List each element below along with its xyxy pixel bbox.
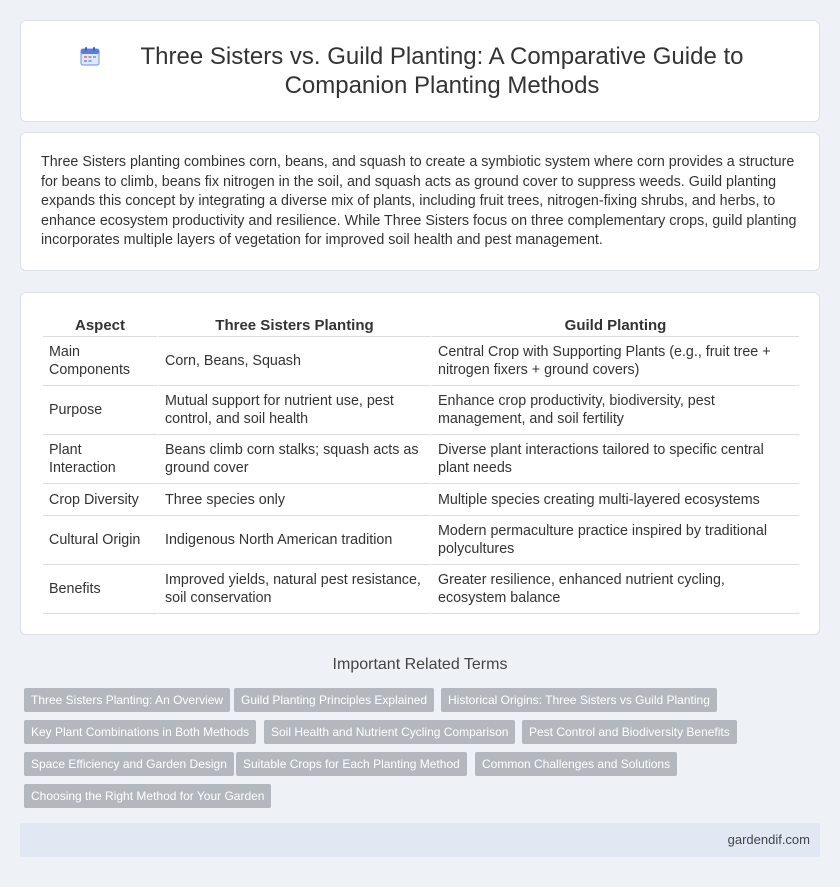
- table-cell: Multiple species creating multi-layered ecosystems: [430, 484, 799, 516]
- related-term-tag[interactable]: Historical Origins: Three Sisters vs Guild Planting: [441, 688, 717, 712]
- related-term-tag[interactable]: Three Sisters Planting: An Overview: [24, 688, 230, 712]
- header-guild: Guild Planting: [430, 313, 799, 337]
- related-term-tag[interactable]: Choosing the Right Method for Your Garden: [24, 784, 271, 808]
- table-cell: Three species only: [157, 484, 430, 516]
- table-cell: Cultural Origin: [43, 516, 157, 565]
- table-cell: Enhance crop productivity, biodiversity, pest management, and soil fertility: [430, 386, 799, 435]
- table-cell: Benefits: [43, 565, 157, 614]
- table-row: [43, 435, 799, 484]
- table-cell: Crop Diversity: [43, 484, 157, 516]
- footer-site-link[interactable]: gardendif.com: [727, 832, 810, 847]
- table-header-row: [43, 313, 799, 337]
- comparison-table: [43, 313, 799, 614]
- table-row: [43, 386, 799, 435]
- table-cell: Purpose: [43, 386, 157, 435]
- table-cell: Modern permaculture practice inspired by traditional polycultures: [430, 516, 799, 565]
- table-row: [43, 337, 799, 386]
- table-cell: Indigenous North American tradition: [157, 516, 430, 565]
- intro-paragraph: Three Sisters planting combines corn, beans, and squash to create a symbiotic system where corn provides a structure for beans to climb, beans fix nitrogen in the soil, and squash acts as ground cover to suppress weeds. Guild planting expands this concept by integrating a diverse mix of plants, including fruit trees, nitrogen-fixing shrubs, and herbs, to enhance ecosystem productivity and resilience. While Three Sisters focus on three complementary crops, guild planting incorporates multiple layers of vegetation for improved soil health and pest management.: [41, 154, 797, 248]
- intro-card: [20, 132, 820, 271]
- header-card: [20, 20, 820, 122]
- related-term-tag[interactable]: Pest Control and Biodiversity Benefits: [522, 720, 737, 744]
- footer: [20, 823, 820, 857]
- comparison-table-card: [20, 292, 820, 635]
- table-row: [43, 484, 799, 516]
- table-cell: Corn, Beans, Squash: [157, 337, 430, 386]
- table-cell: Beans climb corn stalks; squash acts as ground cover: [157, 435, 430, 484]
- related-term-tag[interactable]: Guild Planting Principles Explained: [234, 688, 434, 712]
- header-aspect: Aspect: [43, 313, 157, 337]
- related-term-tag[interactable]: Space Efficiency and Garden Design: [24, 752, 234, 776]
- table-cell: Mutual support for nutrient use, pest control, and soil health: [157, 386, 430, 435]
- table-cell: Main Components: [43, 337, 157, 386]
- related-term-tag[interactable]: Common Challenges and Solutions: [475, 752, 677, 776]
- calendar-icon: [78, 44, 102, 68]
- table-cell: Diverse plant interactions tailored to specific central plant needs: [430, 435, 799, 484]
- page-title: Three Sisters vs. Guild Planting: A Comparative Guide to Companion Planting Methods: [140, 43, 744, 99]
- table-cell: Central Crop with Supporting Plants (e.g., fruit tree + nitrogen fixers + ground covers): [430, 337, 799, 386]
- related-terms-title: Important Related Terms: [332, 656, 508, 673]
- related-term-tag[interactable]: Soil Health and Nutrient Cycling Comparison: [264, 720, 515, 744]
- table-cell: Plant Interaction: [43, 435, 157, 484]
- table-cell: Greater resilience, enhanced nutrient cycling, ecosystem balance: [430, 565, 799, 614]
- related-term-tag[interactable]: Suitable Crops for Each Planting Method: [236, 752, 467, 776]
- header-three-sisters: Three Sisters Planting: [157, 313, 430, 337]
- related-term-tag[interactable]: Key Plant Combinations in Both Methods: [24, 720, 256, 744]
- table-row: [43, 516, 799, 565]
- table-cell: Improved yields, natural pest resistance, soil conservation: [157, 565, 430, 614]
- table-row: [43, 565, 799, 614]
